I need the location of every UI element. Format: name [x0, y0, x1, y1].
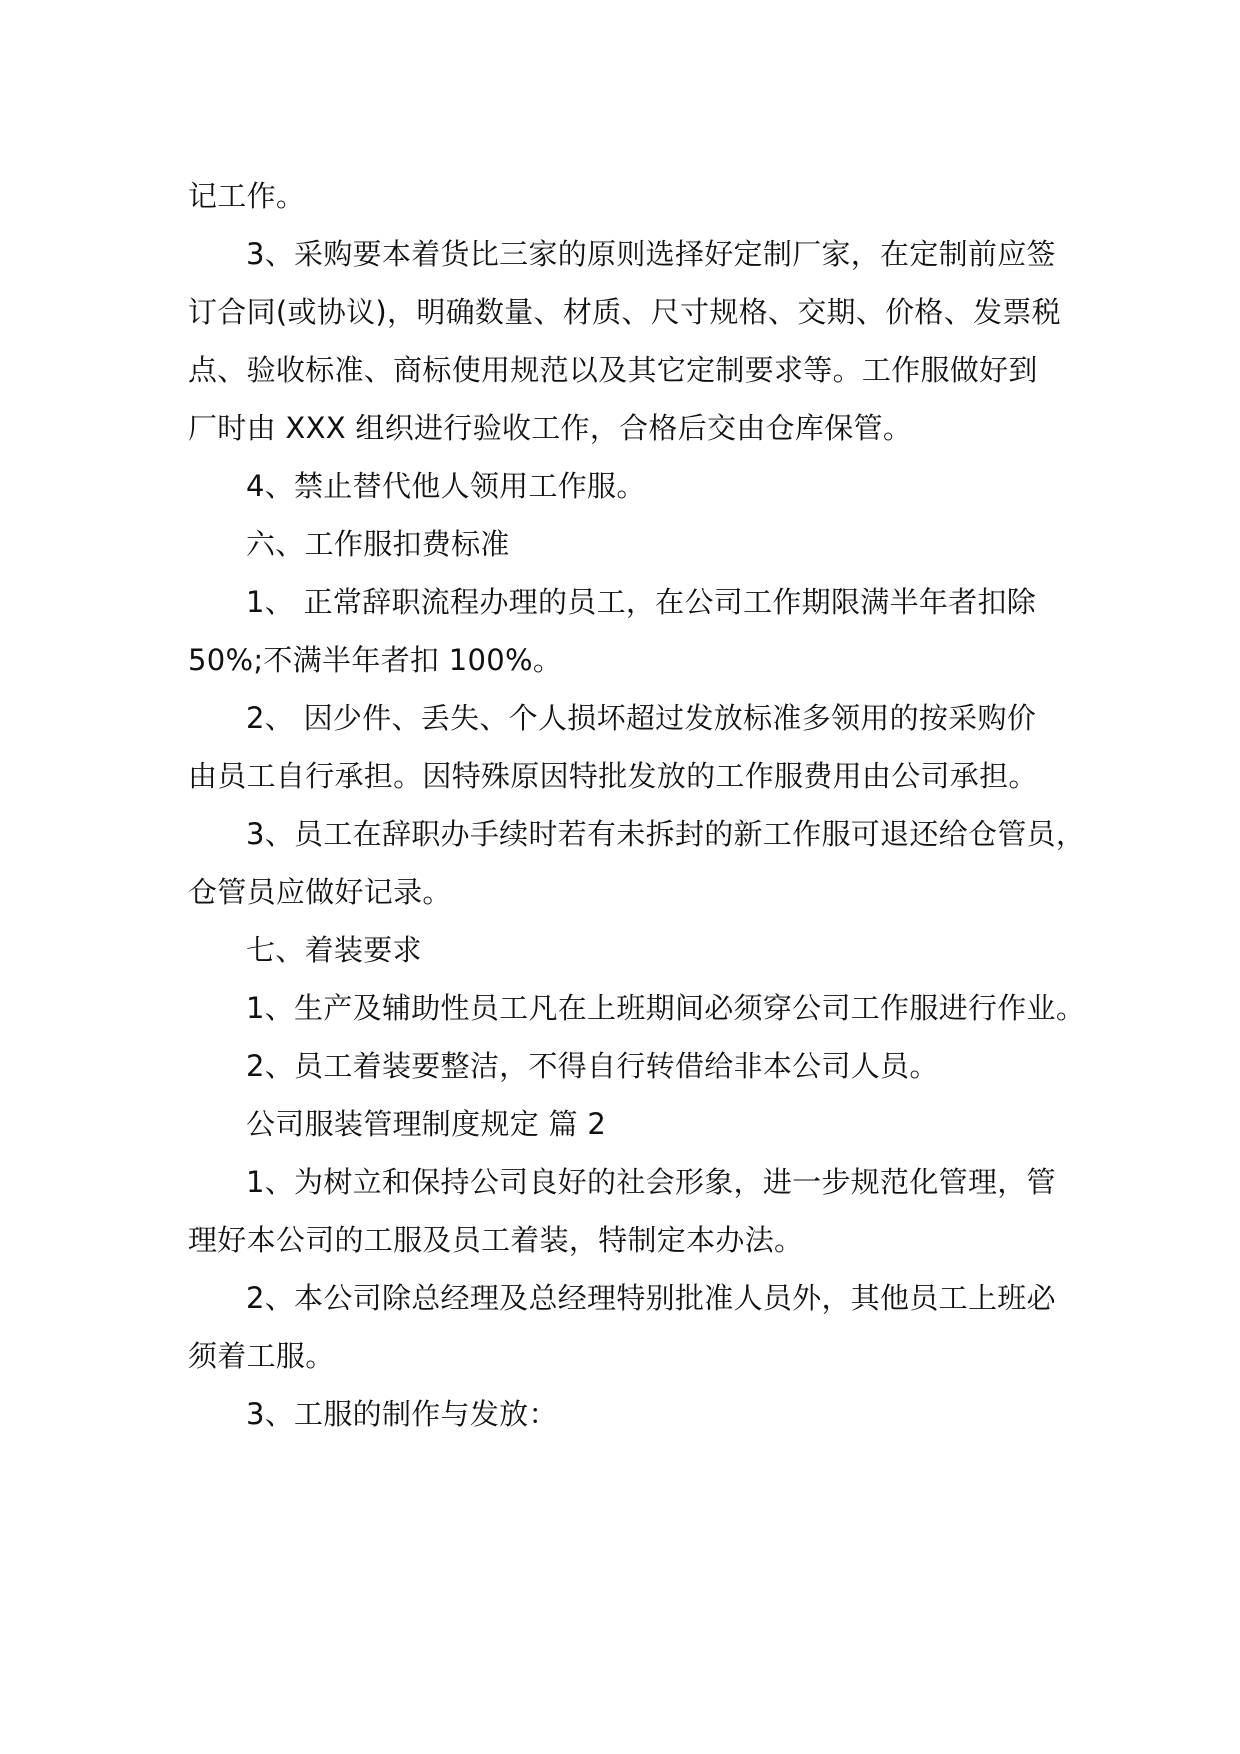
- text-line: 厂时由 XXX 组织进行验收工作，合格后交由仓库保管。: [188, 411, 913, 445]
- section-heading: 七、着装要求: [246, 933, 422, 967]
- text-line: 2、 因少件、丢失、个人损坏超过发放标准多领用的按采购价: [246, 701, 1037, 735]
- text-line: 仓管员应做好记录。: [188, 875, 452, 909]
- text-line: 4、禁止替代他人领用工作服。: [246, 469, 646, 503]
- section-heading: 公司服装管理制度规定 篇 2: [246, 1107, 607, 1141]
- text-line: 1、为树立和保持公司良好的社会形象，进一步规范化管理，管: [246, 1165, 1056, 1199]
- text-line: 理好本公司的工服及员工着装，特制定本办法。: [188, 1223, 804, 1257]
- text-line: 记工作。: [188, 179, 306, 213]
- text-line: 1、生产及辅助性员工凡在上班期间必须穿公司工作服进行作业。: [246, 991, 1086, 1025]
- text-line: 3、工服的制作与发放：: [246, 1397, 558, 1431]
- text-line: 由员工自行承担。因特殊原因特批发放的工作服费用由公司承担。: [188, 759, 1038, 793]
- text-line: 3、采购要本着货比三家的原则选择好定制厂家，在定制前应签: [246, 237, 1056, 271]
- text-line: 须着工服。: [188, 1339, 335, 1373]
- text-line: 50%;不满半年者扣 100%。: [188, 643, 563, 677]
- text-line: 3、员工在辞职办手续时若有未拆封的新工作服可退还给仓管员，: [246, 817, 1086, 851]
- text-line: 点、验收标准、商标使用规范以及其它定制要求等。工作服做好到: [188, 353, 1038, 387]
- text-line: 1、 正常辞职流程办理的员工，在公司工作期限满半年者扣除: [246, 585, 1037, 619]
- text-line: 订合同(或协议)，明确数量、材质、尺寸规格、交期、价格、发票税: [188, 295, 1061, 329]
- section-heading: 六、工作服扣费标准: [246, 527, 510, 561]
- text-line: 2、本公司除总经理及总经理特别批准人员外，其他员工上班必: [246, 1281, 1056, 1315]
- text-line: 2、员工着装要整洁，不得自行转借给非本公司人员。: [246, 1049, 939, 1083]
